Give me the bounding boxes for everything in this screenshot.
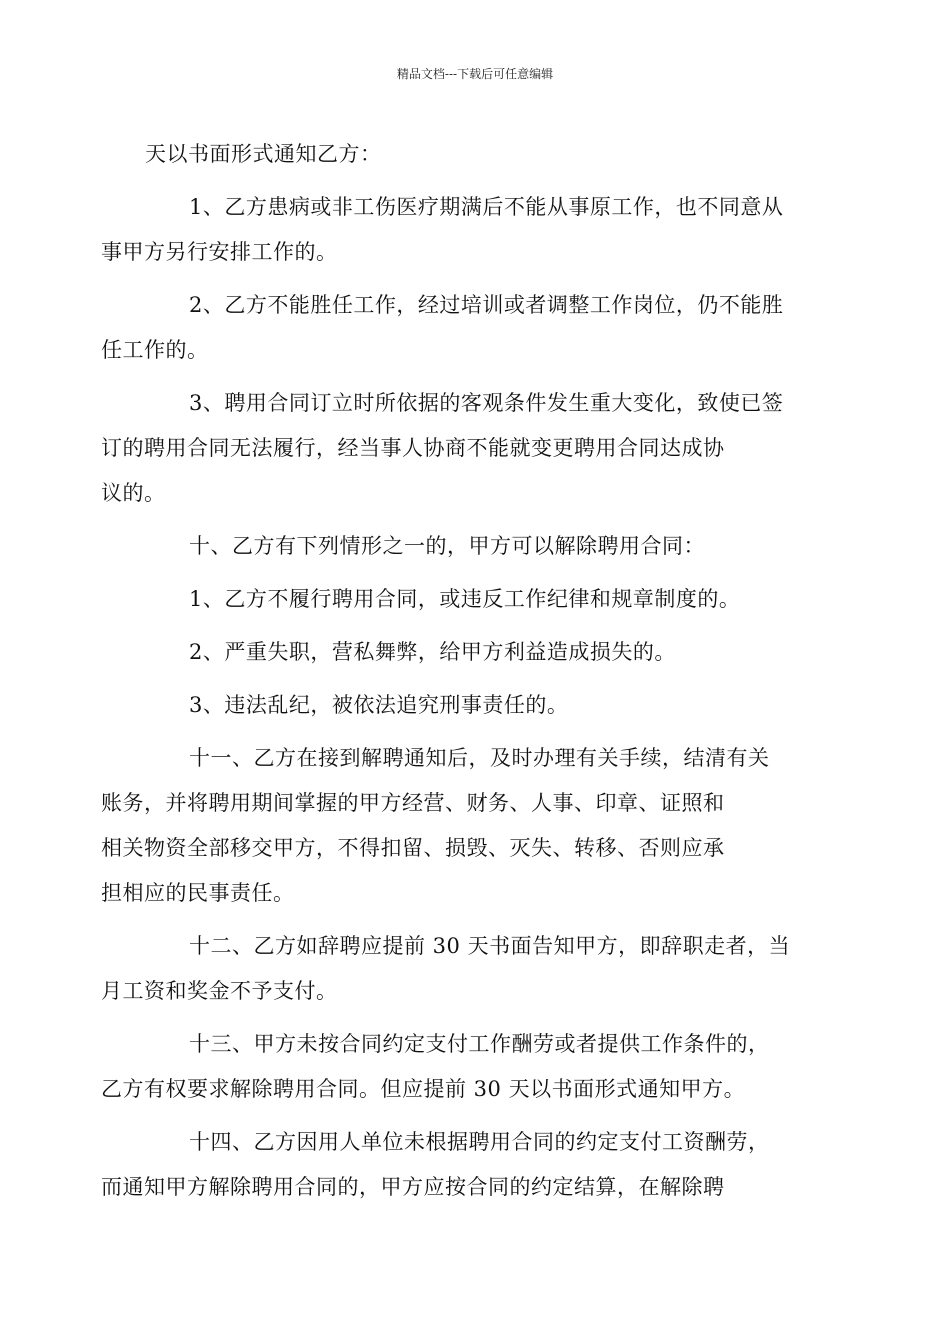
text-line: 十二、乙方如辞聘应提前 30 天书面告知甲方，即辞职走者，当 [189, 934, 791, 958]
text-line: 相关物资全部移交甲方，不得扣留、损毁、灭失、转移、否则应承 [101, 836, 725, 860]
paragraph-section-10-item-2 [145, 630, 807, 675]
text-line: 议的。 [101, 481, 166, 505]
text-line: 2、乙方不能胜任工作，经过培训或者调整工作岗位，仍不能胜 [189, 293, 784, 317]
paragraph-section-13 [101, 1022, 807, 1112]
text-line: 天以书面形式通知乙方： [145, 142, 382, 166]
paragraph-continuation [145, 132, 807, 177]
text-line: 而通知甲方解除聘用合同的，甲方应按合同的约定结算，在解除聘 [101, 1175, 725, 1199]
document-body [101, 132, 807, 1210]
text-line: 3、违法乱纪，被依法追究刑事责任的。 [189, 693, 569, 717]
text-line: 月工资和奖金不予支付。 [101, 979, 338, 1003]
text-line: 担相应的民事责任。 [101, 881, 295, 905]
text-line: 账务，并将聘用期间掌握的甲方经营、财务、人事、印章、证照和 [101, 791, 725, 815]
paragraph-clause-3 [101, 381, 807, 516]
paragraph-clause-1 [101, 185, 807, 275]
text-line: 十三、甲方未按合同约定支付工作酬劳或者提供工作条件的， [189, 1032, 770, 1056]
paragraph-section-12 [101, 924, 807, 1014]
text-line: 十四、乙方因用人单位未根据聘用合同的约定支付工资酬劳， [189, 1130, 770, 1154]
text-line: 订的聘用合同无法履行，经当事人协商不能就变更聘用合同达成协 [101, 436, 725, 460]
text-line: 1、乙方不履行聘用合同，或违反工作纪律和规章制度的。 [189, 587, 741, 611]
text-line: 任工作的。 [101, 338, 209, 362]
page-header: 精品文档---下载后可任意编辑 [396, 67, 554, 81]
text-line: 事甲方另行安排工作的。 [101, 240, 338, 264]
paragraph-section-10-item-3 [145, 683, 807, 728]
text-line: 十一、乙方在接到解聘通知后，及时办理有关手续，结清有关 [189, 746, 770, 770]
text-line: 乙方有权要求解除聘用合同。但应提前 30 天以书面形式通知甲方。 [101, 1077, 746, 1101]
paragraph-section-14 [101, 1120, 807, 1210]
text-line: 十、乙方有下列情形之一的，甲方可以解除聘用合同： [189, 534, 705, 558]
paragraph-section-11 [101, 736, 807, 916]
text-line: 3、聘用合同订立时所依据的客观条件发生重大变化，致使已签 [189, 391, 784, 415]
text-line: 1、乙方患病或非工伤医疗期满后不能从事原工作，也不同意从 [189, 195, 784, 219]
paragraph-section-10-item-1 [145, 577, 807, 622]
paragraph-clause-2 [101, 283, 807, 373]
paragraph-section-10 [145, 524, 807, 569]
text-line: 2、严重失职，营私舞弊，给甲方利益造成损失的。 [189, 640, 676, 664]
